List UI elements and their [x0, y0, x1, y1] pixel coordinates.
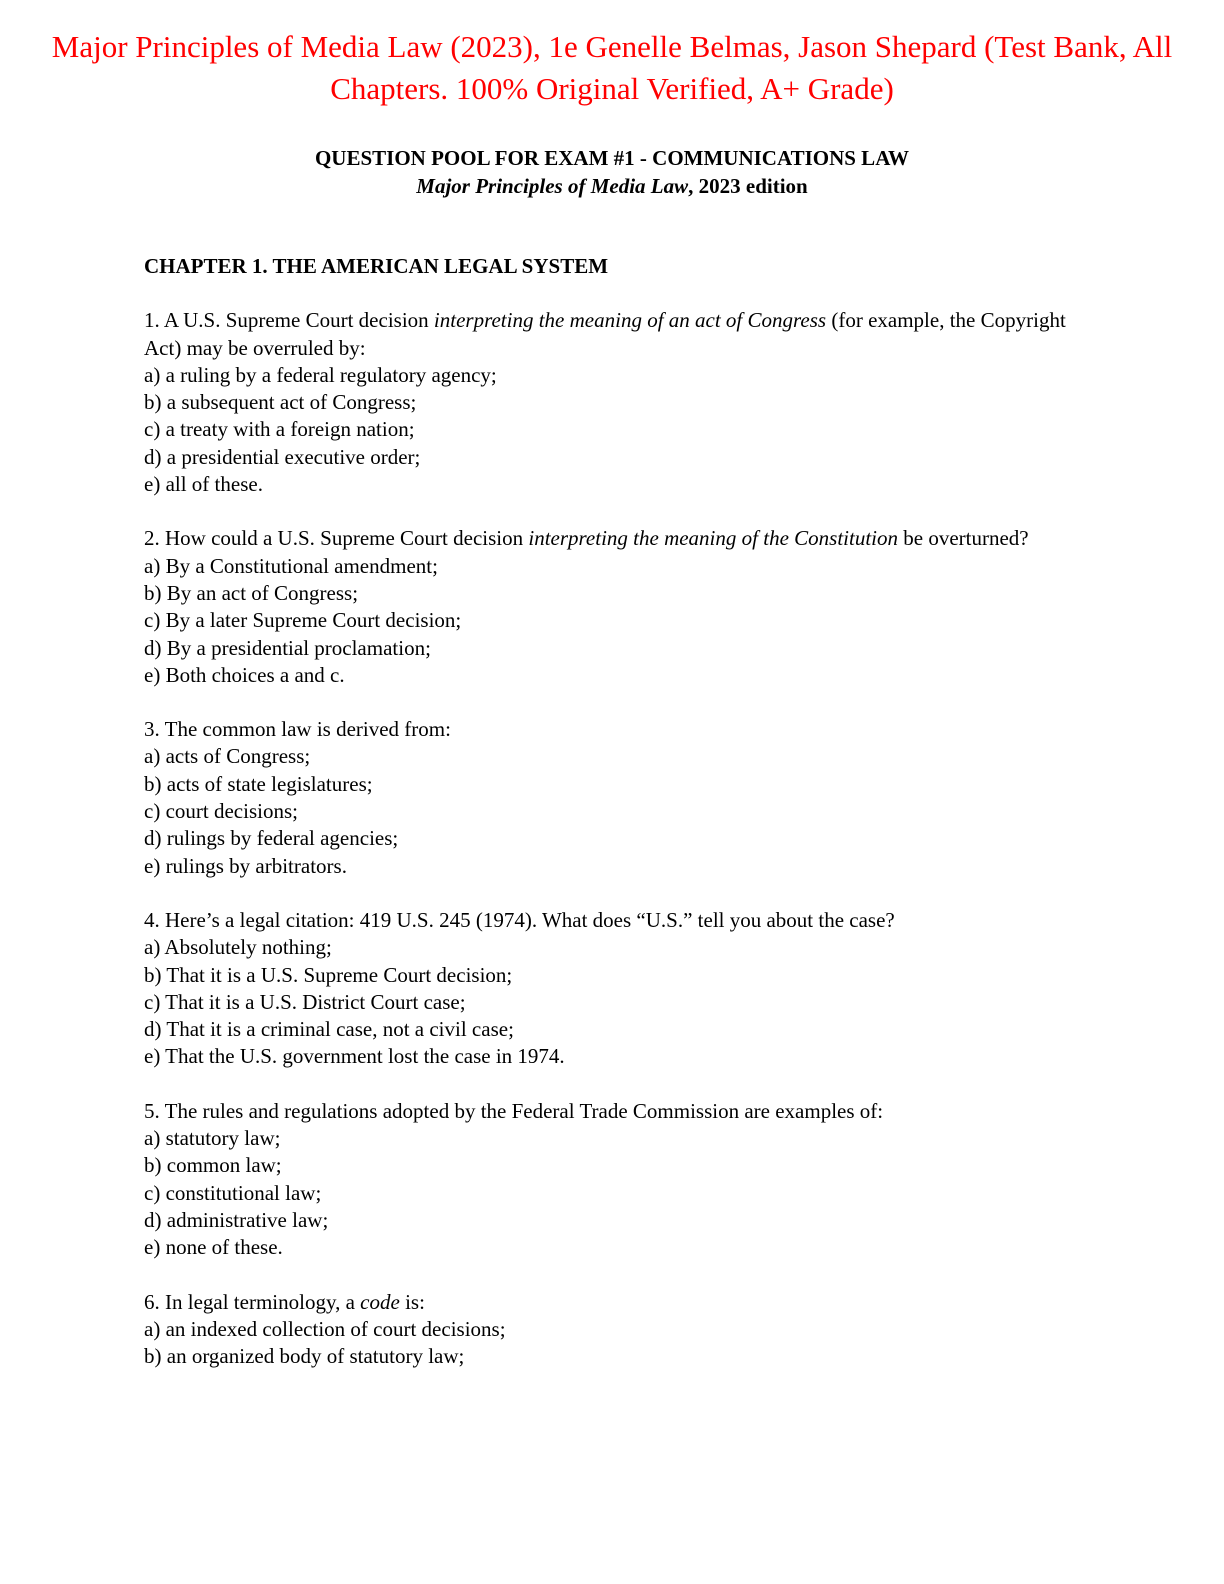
answer-option: e) none of these. — [144, 1235, 283, 1260]
document-banner: Major Principles of Media Law (2023), 1e Genelle Belmas, Jason Shepard (Test Bank, All Chapters. 100% Original Verified, A+ Grade) — [51, 29, 1173, 106]
answer-option: d) That it is a criminal case, not a civil case; — [144, 1017, 514, 1042]
answer-option: c) court decisions; — [144, 799, 298, 824]
question-2 — [144, 525, 1084, 689]
question-stem: 2. How could a U.S. Supreme Court decision interpreting the meaning of the Constitution be overturned? — [144, 526, 1029, 551]
answer-option: b) acts of state legislatures; — [144, 771, 373, 796]
book-title: Major Principles of Media Law — [416, 174, 689, 198]
answer-option: b) By an act of Congress; — [144, 580, 359, 605]
answer-option: b) common law; — [144, 1153, 282, 1178]
answer-option: a) a ruling by a federal regulatory agency; — [144, 362, 497, 387]
answer-option: c) a treaty with a foreign nation; — [144, 417, 415, 442]
answer-option: c) That it is a U.S. District Court case; — [144, 989, 466, 1014]
emphasis: interpreting the meaning of the Constitution — [528, 526, 898, 551]
exam-title: QUESTION POOL FOR EXAM #1 - COMMUNICATIONS LAW — [314, 146, 910, 170]
answer-option: b) a subsequent act of Congress; — [144, 390, 417, 415]
emphasis: code — [360, 1289, 400, 1314]
question-pool — [144, 253, 1084, 1397]
answer-option: d) By a presidential proclamation; — [144, 635, 431, 660]
answer-option: d) a presidential executive order; — [144, 444, 421, 469]
answer-option: a) acts of Congress; — [144, 744, 311, 769]
answer-option: d) rulings by federal agencies; — [144, 826, 399, 851]
answer-option: b) an organized body of statutory law; — [144, 1344, 465, 1369]
edition-label: , 2023 edition — [688, 174, 808, 198]
answer-option: e) rulings by arbitrators. — [144, 853, 347, 878]
question-stem: 3. The common law is derived from: — [144, 717, 451, 742]
answer-option: d) administrative law; — [144, 1207, 329, 1232]
question-1 — [144, 307, 1084, 498]
question-5 — [144, 1098, 1084, 1262]
question-4 — [144, 907, 1084, 1071]
emphasis: interpreting the meaning of an act of Congress — [433, 308, 827, 333]
book-subtitle — [0, 172, 1224, 200]
answer-option: a) By a Constitutional amendment; — [144, 553, 438, 578]
answer-option: a) Absolutely nothing; — [144, 935, 332, 960]
answer-option: b) That it is a U.S. Supreme Court decision; — [144, 962, 513, 987]
answer-option: e) Both choices a and c. — [144, 662, 345, 687]
answer-option: a) an indexed collection of court decisions; — [144, 1316, 506, 1341]
question-3 — [144, 716, 1084, 880]
question-stem: 5. The rules and regulations adopted by the Federal Trade Commission are examples of: — [144, 1098, 884, 1123]
chapter-heading: CHAPTER 1. THE AMERICAN LEGAL SYSTEM — [144, 254, 609, 278]
answer-option: e) all of these. — [144, 472, 263, 497]
question-stem: 4. Here’s a legal citation: 419 U.S. 245 (1974). What does “U.S.” tell you about the case? — [144, 907, 895, 932]
answer-option: a) statutory law; — [144, 1126, 281, 1151]
document-heading — [0, 144, 1224, 200]
answer-option: e) That the U.S. government lost the case in 1974. — [144, 1044, 565, 1069]
question-6 — [144, 1289, 1084, 1371]
answer-option: c) By a later Supreme Court decision; — [144, 608, 462, 633]
question-stem: 1. A U.S. Supreme Court decision interpreting the meaning of an act of Congress (for example, the Copyright Act) may be overruled by: — [144, 308, 1066, 360]
question-stem: 6. In legal terminology, a code is: — [144, 1289, 425, 1314]
answer-option: c) constitutional law; — [144, 1180, 322, 1205]
